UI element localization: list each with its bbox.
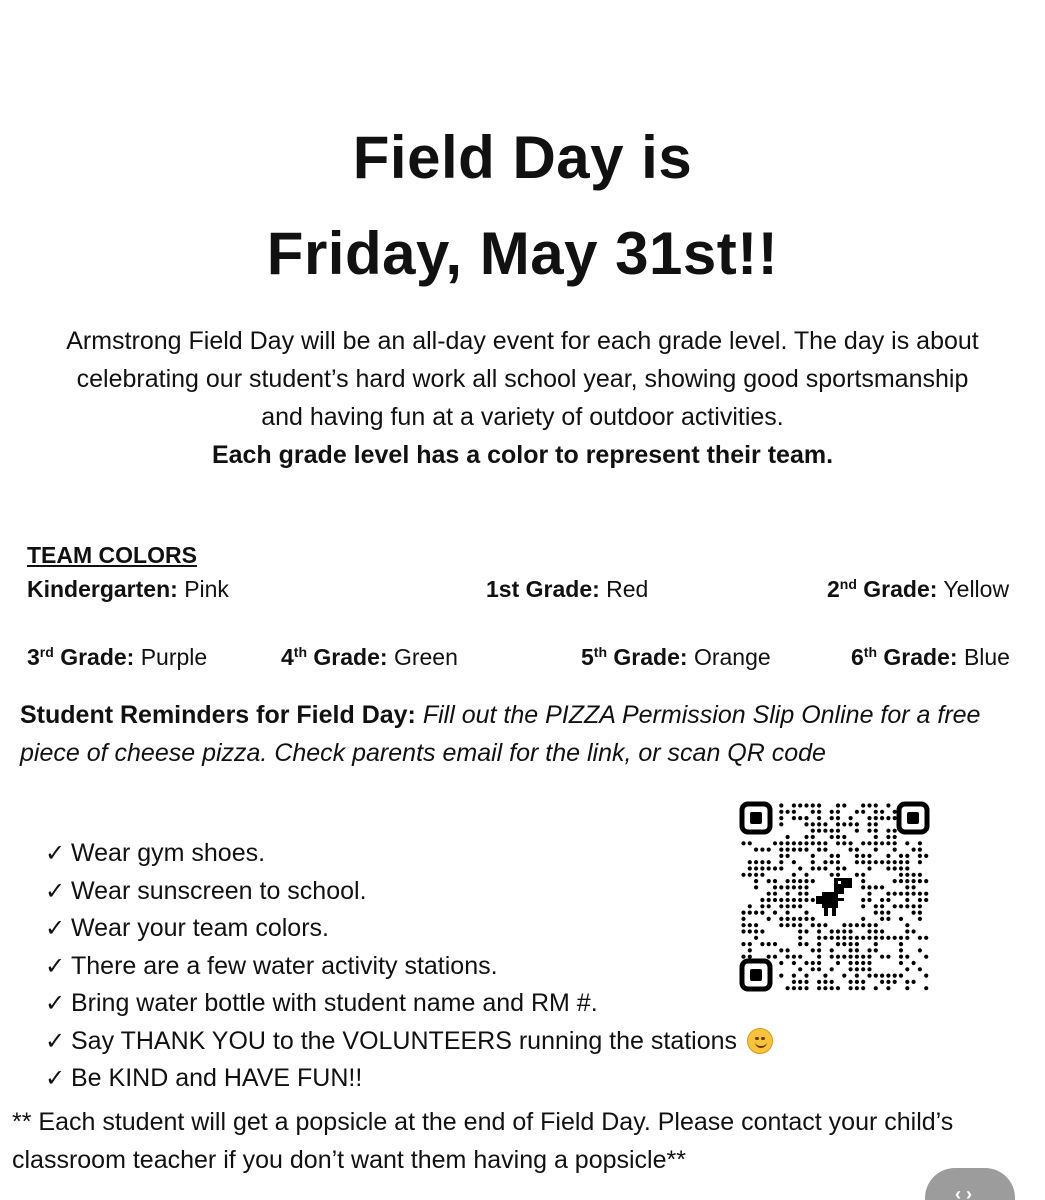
checklist-item-text: Wear sunscreen to school. bbox=[71, 876, 367, 905]
popsicle-note: ** Each student will get a popsicle at the end of Field Day. Please contact your child’s classroom teacher if you don’t want them having a popsicle** bbox=[12, 1108, 954, 1174]
team-grade-number: 6 bbox=[851, 644, 864, 670]
title-line-2: Friday, May 31st!! bbox=[266, 220, 779, 287]
intro-bold-text: Each grade level has a color to represent their team. bbox=[211, 441, 834, 469]
checklist-item-text: Bring water bottle with student name and RM #. bbox=[71, 989, 598, 1017]
team-grade-number: 2 bbox=[827, 576, 840, 602]
team-grade-label: Grade: bbox=[313, 644, 388, 670]
team-3rd-grade bbox=[27, 642, 207, 672]
team-grade-label: Grade: bbox=[613, 644, 688, 670]
team-color: Orange bbox=[693, 644, 771, 670]
team-color: Green bbox=[393, 644, 458, 670]
checklist-item-text: Be KIND and HAVE FUN!! bbox=[71, 1064, 363, 1092]
team-color: Yellow bbox=[943, 576, 1010, 602]
smiling-face-icon bbox=[747, 1028, 773, 1054]
checklist-item bbox=[45, 1023, 773, 1061]
check-icon: ✓ bbox=[45, 1065, 66, 1092]
intro-paragraph bbox=[60, 322, 985, 474]
check-icon: ✓ bbox=[45, 915, 66, 942]
check-icon: ✓ bbox=[45, 877, 66, 905]
team-color: Red bbox=[606, 576, 649, 602]
team-grade-number: 4 bbox=[281, 644, 294, 670]
checklist-item-text: Wear your team colors. bbox=[71, 914, 329, 942]
team-color: Pink bbox=[184, 576, 229, 602]
team-grade-label: Grade: bbox=[863, 576, 938, 602]
checklist-item bbox=[45, 873, 773, 911]
team-color: Purple bbox=[140, 644, 208, 670]
team-color: Blue bbox=[963, 644, 1010, 670]
reminder-checklist bbox=[45, 835, 773, 1098]
team-grade-suffix: rd bbox=[39, 644, 54, 660]
check-icon: ✓ bbox=[45, 952, 66, 980]
team-5th-grade bbox=[581, 642, 771, 672]
team-grade-label: Grade: bbox=[883, 644, 958, 670]
team-kindergarten bbox=[27, 574, 229, 604]
checklist-item bbox=[45, 948, 773, 986]
check-icon: ✓ bbox=[45, 990, 66, 1017]
title-line-1: Field Day is bbox=[352, 124, 693, 191]
team-grade-suffix: th bbox=[293, 644, 308, 660]
qr-code-icon[interactable] bbox=[738, 800, 931, 993]
checklist-item-text: Wear gym shoes. bbox=[71, 839, 266, 867]
team-grade-number: 5 bbox=[581, 644, 594, 670]
team-grade-number: 3 bbox=[27, 644, 40, 670]
team-grade-label: 1st Grade: bbox=[486, 576, 600, 602]
team-1st-grade bbox=[486, 574, 648, 604]
checklist-item bbox=[45, 835, 773, 873]
team-grade-label: Kindergarten: bbox=[27, 576, 178, 602]
checklist-item bbox=[45, 1060, 773, 1098]
checklist-item-text: Say THANK YOU to the VOLUNTEERS running the stations bbox=[71, 1026, 738, 1055]
reminders-text: Fill out the PIZZA Permission Slip Online for a free piece of cheese pizza. Check parents email for the link, or scan QR code bbox=[20, 701, 981, 767]
intro-text: Armstrong Field Day will be an all-day event for each grade level. The day is about celebrating our student’s hard work all school year, showing good sportsmanship and having fun at a variety of outdoor activities. bbox=[66, 327, 979, 431]
team-grade-suffix: th bbox=[863, 644, 878, 660]
team-colors-heading: TEAM COLORS bbox=[27, 542, 197, 568]
team-2nd-grade bbox=[827, 574, 1009, 604]
reminders-label: Student Reminders for Field Day: bbox=[20, 701, 416, 729]
checklist-item bbox=[45, 910, 773, 948]
team-grade-suffix: th bbox=[593, 644, 608, 660]
team-4th-grade bbox=[281, 642, 458, 672]
check-icon: ✓ bbox=[45, 840, 66, 867]
student-reminders bbox=[20, 696, 1030, 772]
team-grade-label: Grade: bbox=[60, 644, 135, 670]
checklist-item-text: There are a few water activity stations. bbox=[71, 951, 498, 980]
check-icon: ✓ bbox=[45, 1027, 66, 1055]
team-grade-suffix: nd bbox=[839, 576, 857, 592]
team-6th-grade bbox=[851, 642, 1010, 672]
checklist-item bbox=[45, 985, 773, 1023]
scroll-handle[interactable]: ‹ › bbox=[925, 1168, 1015, 1200]
